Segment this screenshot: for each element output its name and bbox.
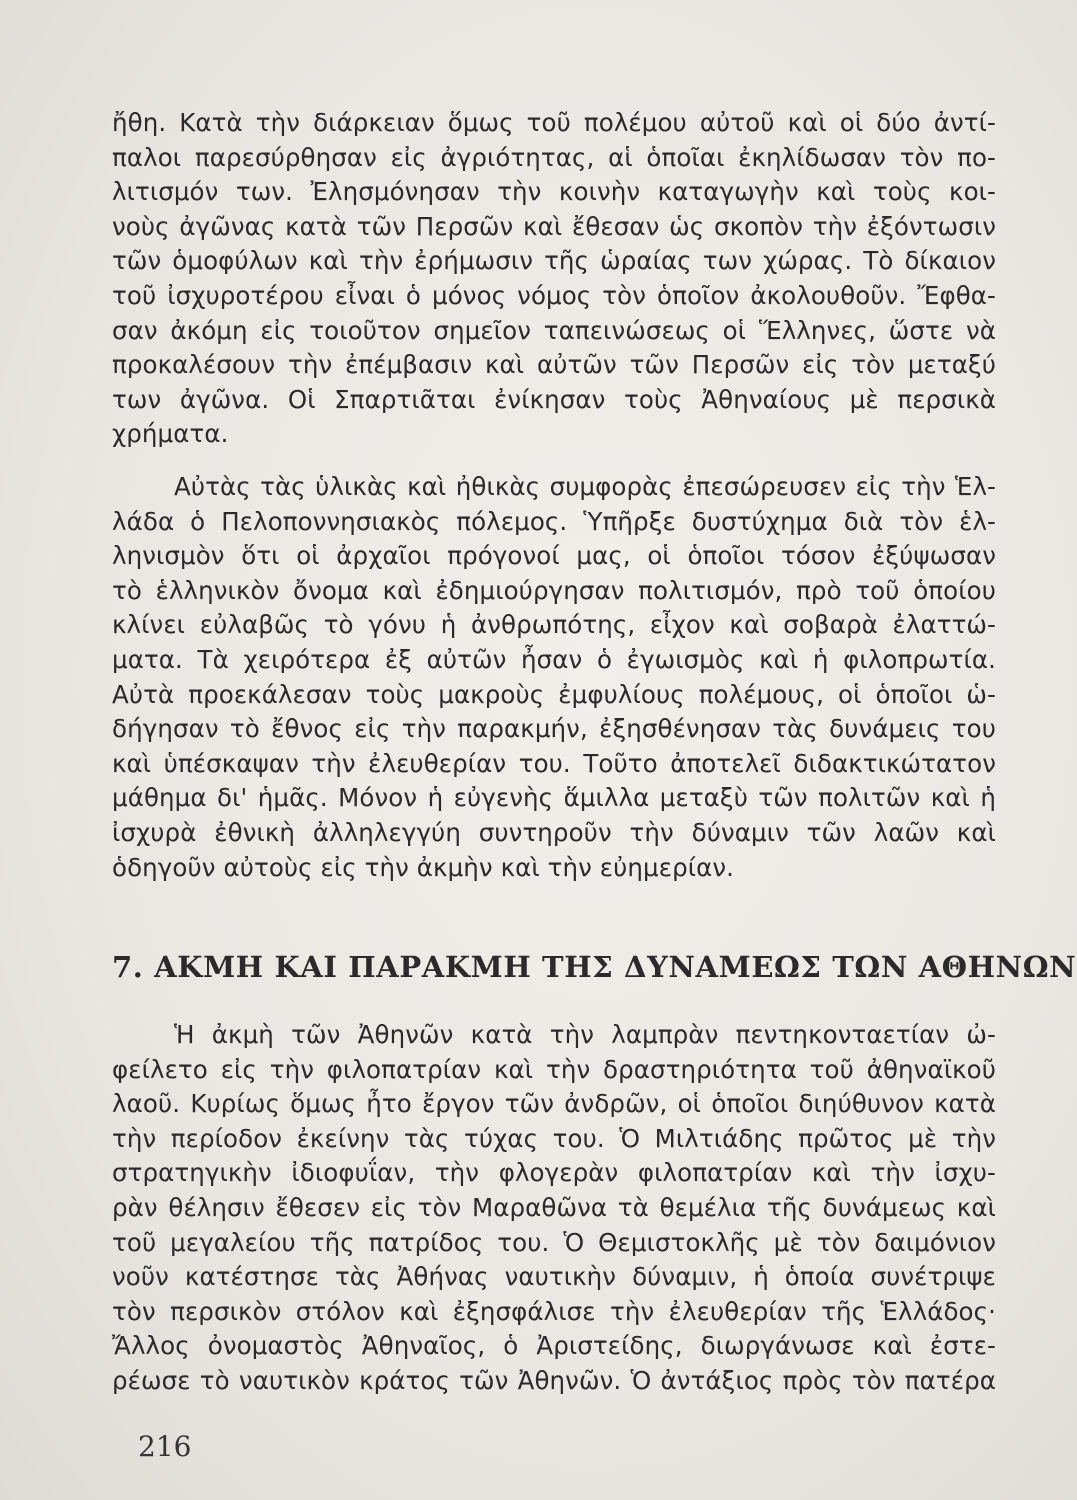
text-line: τὸν περσικὸν στόλον καὶ ἐξησφάλισε τὴν ἐλευθερίαν τῆς Ἑλλάδος·	[112, 1296, 996, 1326]
text-line: τῶν ὁμοφύλων καὶ τὴν ἐρήμωσιν τῆς ὡραίας των χώρας. Τὸ δίκαιον	[112, 246, 996, 276]
paragraph-3	[112, 1018, 996, 1399]
text-line: δήγησαν τὸ ἔθνος εἰς τὴν παρακμήν, ἐξησθένησαν τὰς δυνάμεις του	[112, 714, 996, 744]
text-line: κλίνει εὐλαβῶς τὸ γόνυ ἡ ἀνθρωπότης, εἶχον καὶ σοβαρὰ ἐλαττώ-	[112, 610, 996, 640]
text-line: ληνισμὸν ὅτι οἱ ἀρχαῖοι πρόγονοί μας, οἱ ὁποῖοι τόσον ἐξύψωσαν	[112, 541, 996, 571]
text-line: σαν ἀκόμη εἰς τοιοῦτον σημεῖον ταπεινώσεως οἱ Ἕλληνες, ὥστε νὰ	[112, 315, 996, 345]
text-line: των ἀγῶνα. Οἱ Σπαρτιᾶται ἐνίκησαν τοὺς Ἀθηναίους μὲ περσικὰ	[112, 384, 996, 414]
text-line: τοῦ ἰσχυροτέρου εἶναι ὁ μόνος νόμος τὸν ὁποῖον ἀκολουθοῦν. Ἔφθα-	[112, 280, 996, 310]
text-line: μάθημα δι' ἡμᾶς. Μόνον ἡ εὐγενὴς ἅμιλλα μεταξὺ τῶν πολιτῶν καὶ ἡ	[112, 783, 996, 813]
text-line: τοῦ μεγαλείου τῆς πατρίδος του. Ὁ Θεμιστοκλῆς μὲ τὸν δαιμόνιον	[112, 1227, 996, 1257]
text-line: τὸ ἑλληνικὸν ὄνομα καὶ ἐδημιούργησαν πολιτισμόν, πρὸ τοῦ ὁποίου	[112, 575, 996, 605]
text-line: χρήματα.	[112, 419, 229, 449]
page-number: 216	[138, 1430, 192, 1463]
text-line: προκαλέσουν τὴν ἐπέμβασιν καὶ αὐτῶν τῶν Περσῶν εἰς τὸν μεταξύ	[112, 350, 996, 380]
text-line: Ἄλλος ὀνομαστὸς Ἀθηναῖος, ὁ Ἀριστείδης, διωργάνωσε καὶ ἐστε-	[112, 1331, 996, 1361]
text-line: καὶ ὑπέσκαψαν τὴν ἐλευθερίαν του. Τοῦτο ἀποτελεῖ διδακτικώτατον	[112, 748, 996, 778]
text-line: λαοῦ. Κυρίως ὅμως ἦτο ἔργον τῶν ἀνδρῶν, οἱ ὁποῖοι διηύθυνον κατὰ	[112, 1089, 996, 1119]
text-line: ρέωσε τὸ ναυτικὸν κράτος τῶν Ἀθηνῶν. Ὁ ἀντάξιος πρὸς τὸν πατέρα	[112, 1365, 996, 1395]
text-line: λάδα ὁ Πελοποννησιακὸς πόλεμος. Ὑπῆρξε δυστύχημα διὰ τὸν ἑλ-	[112, 506, 996, 536]
paragraph-2	[112, 470, 996, 885]
text-line: Ἡ ἀκμὴ τῶν Ἀθηνῶν κατὰ τὴν λαμπρὰν πεντηκονταετίαν ὠ-	[174, 1020, 996, 1049]
text-line: τὴν περίοδον ἐκείνην τὰς τύχας του. Ὁ Μιλτιάδης πρῶτος μὲ τὴν	[112, 1123, 996, 1153]
paragraph-1	[112, 106, 996, 452]
text-line: Αὐτὰς τὰς ὑλικὰς καὶ ἠθικὰς συμφορὰς ἐπεσώρευσεν εἰς τὴν Ἑλ-	[174, 472, 996, 501]
text-line: ἤθη. Κατὰ τὴν διάρκειαν ὅμως τοῦ πολέμου αὐτοῦ καὶ οἱ δύο ἀντί-	[112, 108, 996, 137]
section-heading: 7. ΑΚΜΗ ΚΑΙ ΠΑΡΑΚΜΗ ΤΗΣ ΔΥΝΑΜΕΩΣ ΤΩΝ ΑΘΗΝΩΝ	[112, 950, 1077, 984]
text-line: ρὰν θέλησιν ἔθεσεν εἰς τὸν Μαραθῶνα τὰ θεμέλια τῆς δυνάμεως καὶ	[112, 1192, 996, 1222]
text-line: Αὐτὰ προεκάλεσαν τοὺς μακροὺς ἐμφυλίους πολέμους, οἱ ὁποῖοι ὡ-	[112, 679, 996, 709]
text-line: λιτισμόν των. Ἐλησμόνησαν τὴν κοινὴν καταγωγὴν καὶ τοὺς κοι-	[112, 177, 996, 207]
text-line: φείλετο εἰς τὴν φιλοπατρίαν καὶ τὴν δραστηριότητα τοῦ ἀθηναϊκοῦ	[112, 1054, 996, 1084]
text-line: νοῦν κατέστησε τὰς Ἀθήνας ναυτικὴν δύναμιν, ἡ ὁποία συνέτριψε	[112, 1262, 996, 1292]
text-line: ἰσχυρὰ ἐθνικὴ ἀλληλεγγύη συντηροῦν τὴν δύναμιν τῶν λαῶν καὶ	[112, 817, 996, 847]
text-line: ὁδηγοῦν αὐτοὺς εἰς τὴν ἀκμὴν καὶ τὴν εὐημερίαν.	[112, 852, 735, 882]
text-line: νοὺς ἀγῶνας κατὰ τῶν Περσῶν καὶ ἔθεσαν ὡς σκοπὸν τὴν ἐξόντωσιν	[112, 211, 996, 241]
text-line: ματα. Τὰ χειρότερα ἐξ αὐτῶν ἦσαν ὁ ἐγωισμὸς καὶ ἡ φιλοπρωτία.	[112, 644, 996, 674]
text-line: παλοι παρεσύρθησαν εἰς ἀγριότητας, αἱ ὁποῖαι ἐκηλίδωσαν τὸν πο-	[112, 142, 996, 172]
text-line: στρατηγικὴν ἰδιοφυΐαν, τὴν φλογερὰν φιλοπατρίαν καὶ τὴν ἰσχυ-	[112, 1158, 996, 1188]
